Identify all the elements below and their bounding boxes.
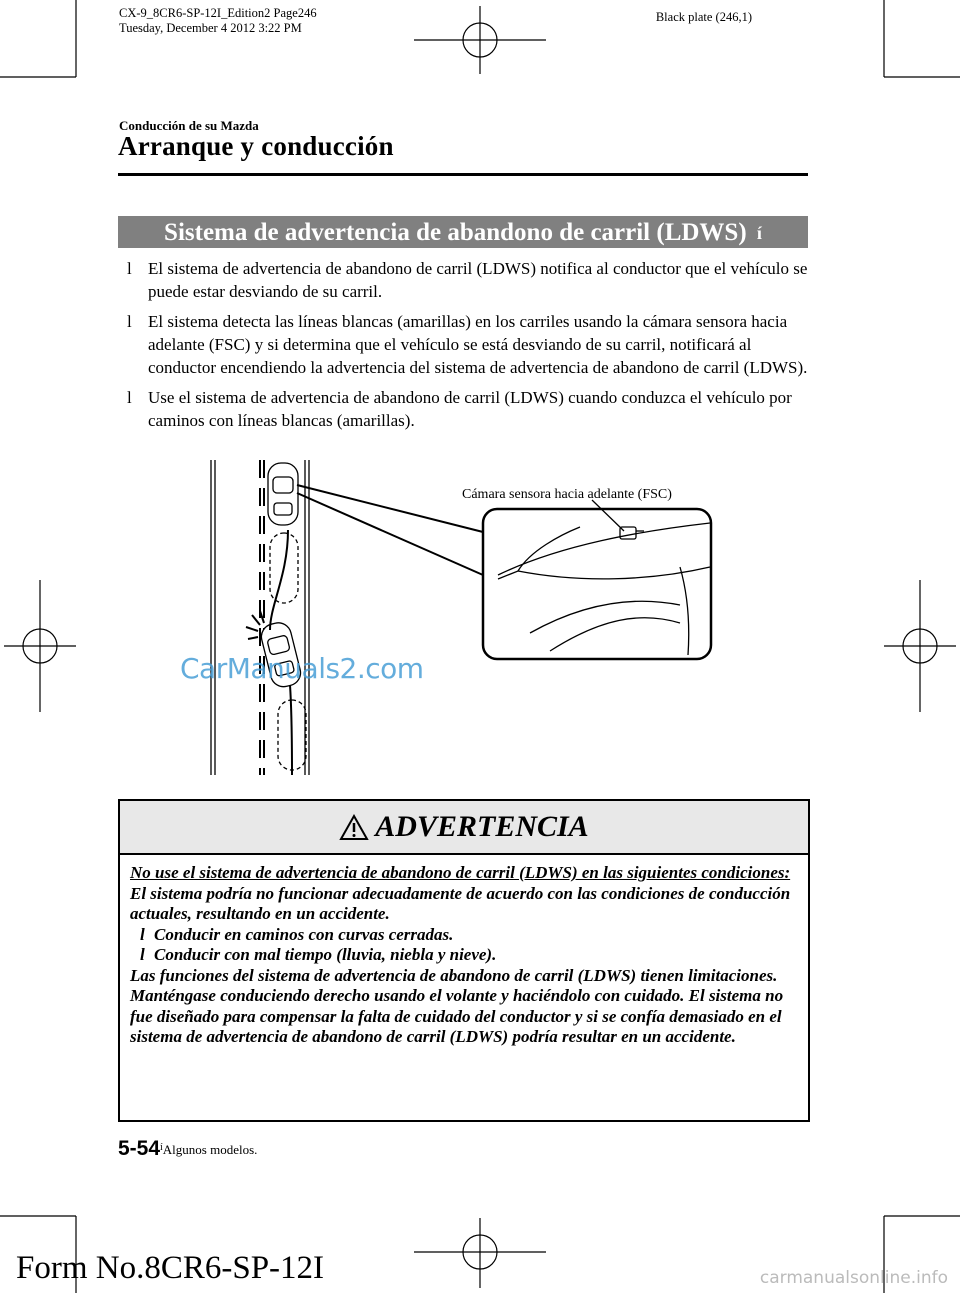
warning-item-text: Conducir en caminos con curvas cerradas. — [154, 924, 454, 944]
warning-item — [130, 925, 796, 946]
warning-text-2: Las funciones del sistema de advertencia de abandono de carril (LDWS) tienen limitaciones. — [130, 965, 778, 985]
bullet-icon: l — [127, 312, 132, 331]
car-top-icon — [268, 463, 298, 525]
bullet-item — [118, 386, 808, 432]
warning-intro: No use el sistema de advertencia de abandono de carril (LDWS) en las siguientes condiciones: — [130, 863, 791, 882]
section-title: Sistema de advertencia de abandono de carril (LDWS) — [164, 219, 747, 246]
plate-label: Black plate (246,1) — [655, 10, 752, 24]
bullet-list — [118, 257, 808, 439]
bullet-icon: l — [127, 388, 132, 407]
chapter-rule — [118, 173, 808, 176]
bullet-icon: l — [127, 259, 132, 278]
fsc-callout-label: Cámara sensora hacia adelante (FSC) — [462, 487, 672, 502]
warning-body — [120, 855, 808, 1048]
footnote-text: Algunos modelos. — [162, 1142, 258, 1157]
page-number: 5-54 — [118, 1137, 161, 1160]
bullet-icon: l — [140, 924, 145, 944]
bullet-icon: l — [140, 945, 145, 964]
section-label: Conducción de su Mazda — [119, 118, 259, 133]
site-mark: carmanualsonline.info — [759, 1268, 948, 1288]
warning-text-3: Manténgase conduciendo derecho usando el volante y haciéndolo con cuidado. El sistema no fue diseñado para compensar la falta de cuidado del conductor y si se confía demasiado en el sistema de advertencia de abandono de carril (LDWS) podría resultar en un accidente. — [130, 986, 784, 1046]
bullet-text: El sistema detecta las líneas blancas (amarillas) en los carriles usando la cámara sensora hacia adelante (FSC) y si determina que el vehículo se está desviando de su carril, notificará al conductor encendiendo la advertencia del sistema de advertencia de abandono de carril (LDWS). — [148, 312, 808, 377]
print-meta-line2: Tuesday, December 4 2012 3:22 PM — [119, 21, 302, 35]
lane-departure-figure — [200, 455, 720, 780]
warning-item-text: Conducir con mal tiempo (lluvia, niebla y nieve). — [154, 945, 497, 964]
watermark-text: CarManuals2.com — [180, 652, 424, 685]
warning-triangle-icon — [339, 814, 369, 841]
warning-title: ADVERTENCIA — [375, 810, 589, 843]
bullet-text: Use el sistema de advertencia de abandono de carril (LDWS) cuando conduzca el vehículo por caminos con líneas blancas (amarillas). — [148, 388, 792, 430]
bullet-item — [118, 310, 808, 379]
lane-diagram — [200, 455, 720, 780]
chapter-title: Arranque y conducción — [118, 131, 394, 161]
bullet-text: El sistema de advertencia de abandono de carril (LDWS) notifica al conductor que el vehículo se puede estar desviando de su carril. — [148, 259, 808, 301]
optional-feature-marker: í — [756, 223, 762, 243]
warning-box — [118, 799, 810, 1122]
bullet-item — [118, 257, 808, 303]
warning-text-1: El sistema podría no funcionar adecuadamente de acuerdo con las condiciones de conducción actuales, resultando en un accidente. — [130, 883, 791, 923]
warning-item — [130, 945, 796, 966]
form-number: Form No.8CR6-SP-12I — [16, 1250, 325, 1286]
print-meta-line1: CX-9_8CR6-SP-12I_Edition2 Page246 — [119, 6, 317, 20]
footnote — [160, 1142, 257, 1158]
warning-header — [120, 801, 808, 855]
footnote-marker: í — [160, 1142, 163, 1153]
section-banner — [118, 216, 808, 248]
